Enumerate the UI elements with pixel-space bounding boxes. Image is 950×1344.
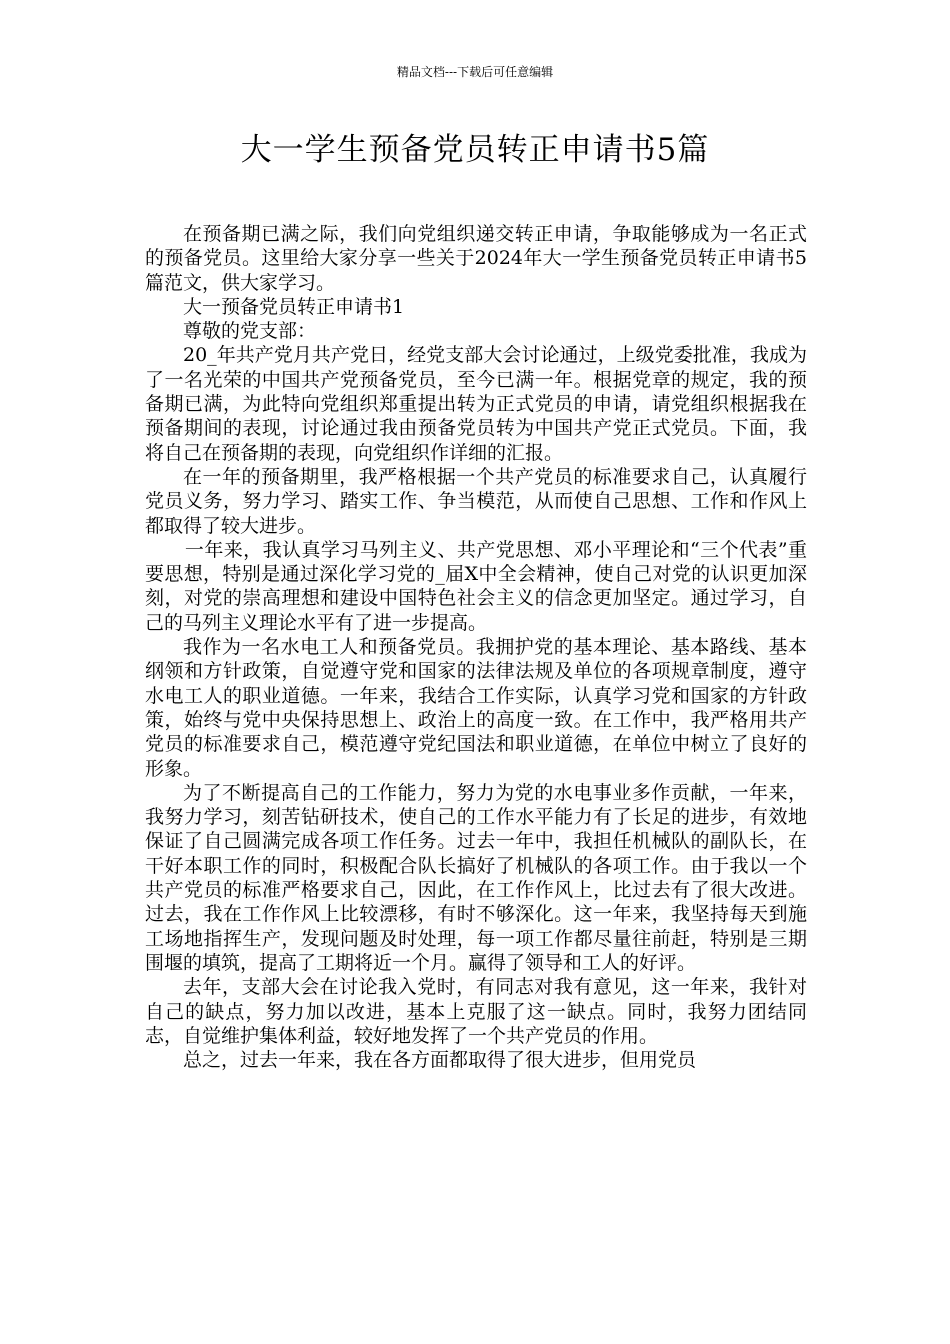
body-paragraph: 20_年共产党月共产党日，经党支部大会讨论通过，上级党委批准，我成为了一名光荣的中国共产党预备党员，至今已满一年。根据党章的规定，我的预备期已满，为此特向党组织郑重提出转为正式党员的申请，请党组织根据我在预备期间的表现，讨论通过我由预备党员转为中国共产党正式党员。下面，我将自己在预备期的表现，向党组织作详细的汇报。 bbox=[145, 344, 807, 464]
body-paragraph: 为了不断提高自己的工作能力，努力为党的水电事业多作贡献，一年来，我努力学习，刻苦钻研技术，使自己的工作水平能力有了长足的进步，有效地保证了自己圆满完成各项工作任务。过去一年中，我担任机械队的副队长，在干好本职工作的同时，积极配合队长搞好了机械队的各项工作。由于我以一个共产党员的标准严格要求自己，因此，在工作作风上，比过去有了很大改进。过去，我在工作作风上比较漂移，有时不够深化。这一年来，我坚持每天到施工场地指挥生产，发现问题及时处理，每一项工作都尽量往前赶，特别是三期围堰的填筑，提高了工期将近一个月。赢得了领导和工人的好评。 bbox=[145, 781, 807, 974]
body-paragraph: 一年来，我认真学习马列主义、共产党思想、邓小平理论和“三个代表”重要思想，特别是通过深化学习党的_届X中全会精神，使自己对党的认识更加深刻，对党的崇高理想和建设中国特色社会主义的信念更加坚定。通过学习，自己的马列主义理论水平有了进一步提高。 bbox=[145, 538, 807, 634]
page-header: 精品文档---下载后可任意编辑 bbox=[396, 65, 554, 79]
body-paragraph: 去年，支部大会在讨论我入党时，有同志对我有意见，这一年来，我针对自己的缺点，努力加以改进，基本上克服了这一缺点。同时，我努力团结同志，自觉维护集体利益，较好地发挥了一个共产党员的作用。 bbox=[145, 976, 807, 1047]
body-paragraph: 我作为一名水电工人和预备党员。我拥护党的基本理论、基本路线、基本纲领和方针政策，自觉遵守党和国家的法律法规及单位的各项规章制度，遵守水电工人的职业道德。一年来，我结合工作实际，认真学习党和国家的方针政策，始终与党中央保持思想上、政治上的高度一致。在工作中，我严格用共产党员的标准要求自己，模范遵守党纪国法和职业道德，在单位中树立了良好的形象。 bbox=[145, 636, 807, 780]
intro-paragraph: 在预备期已满之际，我们向党组织递交转正申请，争取能够成为一名正式的预备党员。这里给大家分享一些关于2024年大一学生预备党员转正申请书5篇范文，供大家学习。 bbox=[145, 223, 807, 294]
salutation: 尊敬的党支部： bbox=[183, 320, 317, 343]
body-paragraph: 在一年的预备期里，我严格根据一个共产党员的标准要求自己，认真履行党员义务，努力学习、踏实工作、争当模范，从而使自己思想、工作和作风上都取得了较大进步。 bbox=[145, 465, 807, 537]
document-body bbox=[145, 222, 807, 1072]
body-paragraph: 总之，过去一年来，我在各方面都取得了很大进步，但用党员 bbox=[183, 1049, 697, 1072]
section-heading: 大一预备党员转正申请书1 bbox=[183, 295, 405, 318]
document-title: 大一学生预备党员转正申请书5篇 bbox=[240, 132, 710, 168]
